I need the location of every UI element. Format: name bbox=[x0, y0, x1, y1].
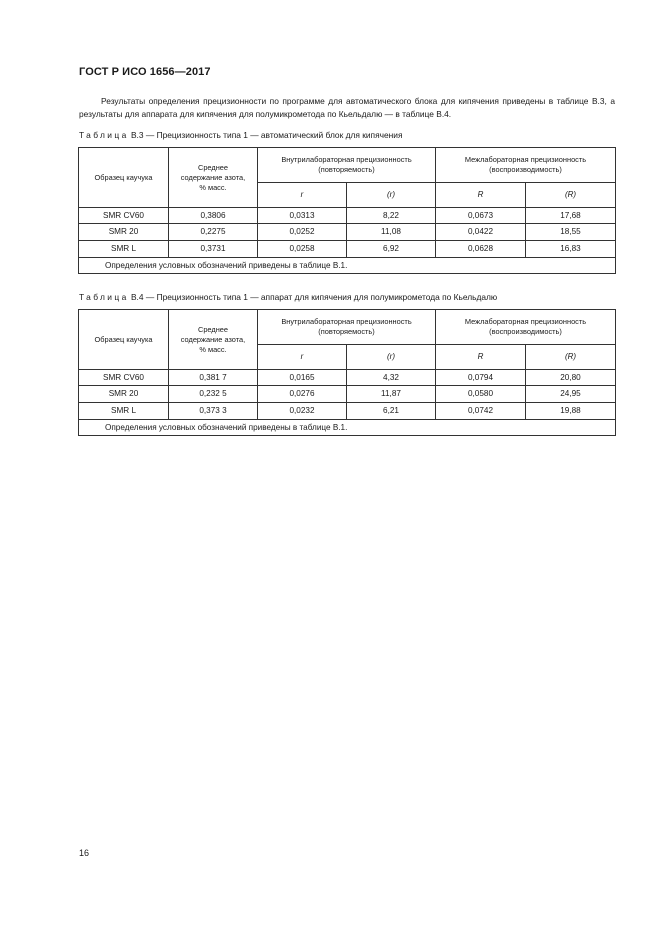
header-r-rel: (r) bbox=[347, 345, 436, 370]
table-b3-note: Определения условных обозначений приведены в таблице B.1. bbox=[79, 258, 616, 274]
header-r: r bbox=[258, 183, 347, 208]
header-sample: Образец каучука bbox=[79, 148, 169, 208]
header-interlab: Межлабораторная прецизионность (воспроизводимость) bbox=[436, 310, 616, 345]
cell-r: 0,0252 bbox=[258, 224, 347, 241]
cell-r: 0,0258 bbox=[258, 241, 347, 258]
cell-nitrogen: 0,373 3 bbox=[169, 403, 258, 420]
table-b3-note-row bbox=[79, 258, 616, 274]
cell-r: 0,0276 bbox=[258, 386, 347, 403]
header-sample: Образец каучука bbox=[79, 310, 169, 370]
cell-R-rel: 24,95 bbox=[526, 386, 616, 403]
cell-r: 0,0232 bbox=[258, 403, 347, 420]
cell-R: 0,0673 bbox=[436, 208, 526, 224]
cell-R: 0,0742 bbox=[436, 403, 526, 420]
table-b3-caption-label: Таблица bbox=[79, 130, 129, 140]
cell-nitrogen: 0,381 7 bbox=[169, 370, 258, 386]
cell-R: 0,0628 bbox=[436, 241, 526, 258]
table-b3-caption-text: B.3 — Прецизионность типа 1 — автоматический блок для кипячения bbox=[128, 130, 403, 140]
table-b3-caption bbox=[79, 130, 402, 140]
cell-R-rel: 17,68 bbox=[526, 208, 616, 224]
cell-r: 0,0313 bbox=[258, 208, 347, 224]
header-r: r bbox=[258, 345, 347, 370]
header-nitrogen: Среднее содержание азота, % масс. bbox=[169, 310, 258, 370]
header-R-rel: (R) bbox=[526, 183, 616, 208]
cell-r: 0,0165 bbox=[258, 370, 347, 386]
cell-sample: SMR 20 bbox=[79, 224, 169, 241]
cell-r-rel: 11,87 bbox=[347, 386, 436, 403]
cell-R-rel: 18,55 bbox=[526, 224, 616, 241]
header-intralab: Внутрилабораторная прецизионность (повторяемость) bbox=[258, 148, 436, 183]
table-row bbox=[79, 241, 616, 258]
cell-nitrogen: 0,2275 bbox=[169, 224, 258, 241]
table-row bbox=[79, 208, 616, 224]
cell-r-rel: 11,08 bbox=[347, 224, 436, 241]
table-row bbox=[79, 386, 616, 403]
intro-text: Результаты определения прецизионности по программе для автоматического блока для кипячения приведены в таблице B.3, а результаты для аппарата для кипячения для полумикрометода по Кьельдалю — в таблице B.4. bbox=[79, 96, 615, 119]
cell-nitrogen: 0,232 5 bbox=[169, 386, 258, 403]
header-R: R bbox=[436, 345, 526, 370]
header-nitrogen: Среднее содержание азота, % масс. bbox=[169, 148, 258, 208]
table-b4-caption-label: Таблица bbox=[79, 292, 129, 302]
cell-R: 0,0422 bbox=[436, 224, 526, 241]
document-header: ГОСТ Р ИСО 1656—2017 bbox=[79, 66, 211, 78]
header-intralab: Внутрилабораторная прецизионность (повторяемость) bbox=[258, 310, 436, 345]
table-b4 bbox=[78, 309, 616, 436]
cell-r-rel: 4,32 bbox=[347, 370, 436, 386]
header-R-rel: (R) bbox=[526, 345, 616, 370]
cell-R-rel: 16,83 bbox=[526, 241, 616, 258]
table-b4-note: Определения условных обозначений приведены в таблице B.1. bbox=[79, 420, 616, 436]
cell-R: 0,0580 bbox=[436, 386, 526, 403]
cell-R: 0,0794 bbox=[436, 370, 526, 386]
table-b4-note-row bbox=[79, 420, 616, 436]
cell-nitrogen: 0,3806 bbox=[169, 208, 258, 224]
header-interlab: Межлабораторная прецизионность (воспроизводимость) bbox=[436, 148, 616, 183]
cell-r-rel: 6,92 bbox=[347, 241, 436, 258]
cell-sample: SMR CV60 bbox=[79, 370, 169, 386]
cell-sample: SMR 20 bbox=[79, 386, 169, 403]
cell-nitrogen: 0,3731 bbox=[169, 241, 258, 258]
table-row bbox=[79, 224, 616, 241]
header-R: R bbox=[436, 183, 526, 208]
table-b3 bbox=[78, 147, 616, 274]
cell-r-rel: 8,22 bbox=[347, 208, 436, 224]
table-b4-header-row bbox=[79, 310, 616, 345]
page-number: 16 bbox=[79, 848, 90, 858]
cell-sample: SMR L bbox=[79, 241, 169, 258]
cell-sample: SMR L bbox=[79, 403, 169, 420]
header-r-rel: (r) bbox=[347, 183, 436, 208]
table-row bbox=[79, 370, 616, 386]
cell-sample: SMR CV60 bbox=[79, 208, 169, 224]
cell-r-rel: 6,21 bbox=[347, 403, 436, 420]
table-b4-caption bbox=[79, 292, 497, 302]
table-row bbox=[79, 403, 616, 420]
intro-paragraph bbox=[79, 95, 615, 120]
cell-R-rel: 19,88 bbox=[526, 403, 616, 420]
table-b3-header-row bbox=[79, 148, 616, 183]
table-b4-caption-text: B.4 — Прецизионность типа 1 — аппарат для кипячения для полумикрометода по Кьельдалю bbox=[128, 292, 498, 302]
cell-R-rel: 20,80 bbox=[526, 370, 616, 386]
